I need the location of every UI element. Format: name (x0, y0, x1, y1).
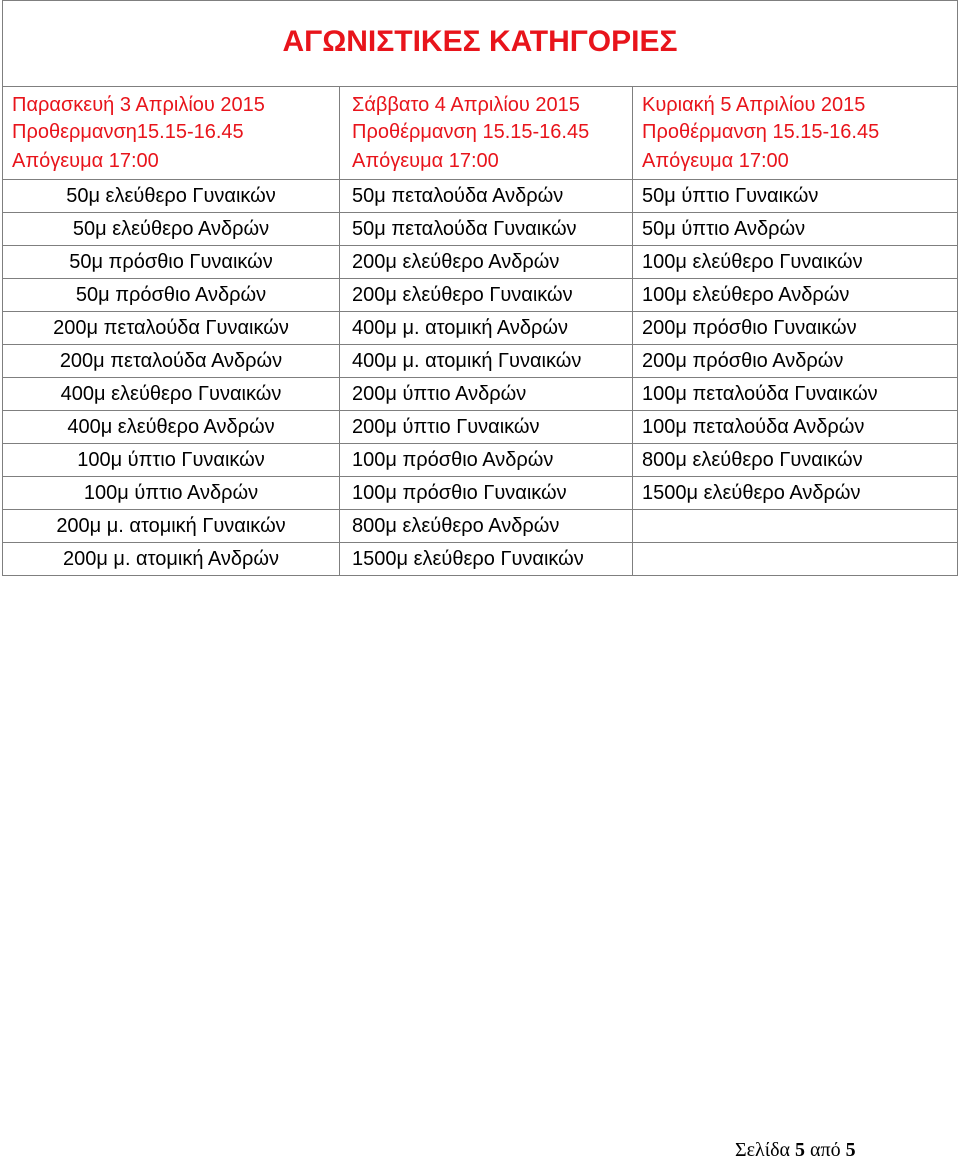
event-cell-sunday: 1500μ ελεύθερο Ανδρών (633, 477, 958, 510)
event-cell-sunday: 100μ ελεύθερο Ανδρών (633, 279, 958, 312)
event-cell-friday: 50μ ελεύθερο Ανδρών (3, 213, 340, 246)
table-row (3, 411, 958, 444)
warmup-label: Προθερμανση15.15-16.45 (12, 120, 244, 143)
event-cell-sunday: 200μ πρόσθιο Γυναικών (633, 312, 958, 345)
table-row (3, 213, 958, 246)
event-cell-sunday: 100μ ελεύθερο Γυναικών (633, 246, 958, 279)
day-header-saturday (340, 87, 633, 180)
day-label: Κυριακή 5 Απριλίου 2015 (642, 93, 866, 116)
event-cell-friday: 200μ μ. ατομική Γυναικών (3, 510, 340, 543)
of-word: από (810, 1139, 841, 1161)
start-label: Απόγευμα 17:00 (352, 149, 499, 172)
page-title: ΑΓΩΝΙΣΤΙΚΕΣ ΚΑΤΗΓΟΡΙΕΣ (282, 24, 678, 58)
event-cell-sunday: 800μ ελεύθερο Γυναικών (633, 444, 958, 477)
page-footer (735, 1138, 856, 1162)
title-row (3, 1, 958, 87)
page-current: 5 (795, 1139, 806, 1161)
event-cell-sunday (633, 510, 958, 543)
event-cell-saturday: 200μ ελεύθερο Ανδρών (340, 246, 633, 279)
day-header-row (3, 87, 958, 180)
table-row (3, 510, 958, 543)
start-label: Απόγευμα 17:00 (12, 149, 159, 172)
event-cell-sunday: 100μ πεταλούδα Γυναικών (633, 378, 958, 411)
event-cell-sunday: 50μ ύπτιο Ανδρών (633, 213, 958, 246)
day-header-sunday (633, 87, 958, 180)
event-cell-sunday: 50μ ύπτιο Γυναικών (633, 180, 958, 213)
event-cell-friday: 50μ πρόσθιο Γυναικών (3, 246, 340, 279)
event-cell-saturday: 200μ ύπτιο Ανδρών (340, 378, 633, 411)
event-cell-friday: 200μ μ. ατομική Ανδρών (3, 543, 340, 576)
event-cell-sunday: 100μ πεταλούδα Ανδρών (633, 411, 958, 444)
event-cell-friday: 200μ πεταλούδα Ανδρών (3, 345, 340, 378)
table-row (3, 543, 958, 576)
day-label: Σάββατο 4 Απριλίου 2015 (352, 93, 580, 116)
table-row (3, 477, 958, 510)
event-cell-friday: 400μ ελεύθερο Γυναικών (3, 378, 340, 411)
table-row (3, 378, 958, 411)
event-cell-saturday: 800μ ελεύθερο Ανδρών (340, 510, 633, 543)
event-cell-saturday: 100μ πρόσθιο Ανδρών (340, 444, 633, 477)
start-label: Απόγευμα 17:00 (642, 149, 789, 172)
schedule-table (2, 0, 958, 576)
schedule-sheet (2, 0, 957, 576)
page-total: 5 (845, 1139, 856, 1161)
event-cell-sunday (633, 543, 958, 576)
event-cell-friday: 200μ πεταλούδα Γυναικών (3, 312, 340, 345)
event-cell-saturday: 200μ ύπτιο Γυναικών (340, 411, 633, 444)
event-cell-friday: 100μ ύπτιο Γυναικών (3, 444, 340, 477)
event-cell-friday: 100μ ύπτιο Ανδρών (3, 477, 340, 510)
event-cell-sunday: 200μ πρόσθιο Ανδρών (633, 345, 958, 378)
table-row (3, 444, 958, 477)
day-header-friday (3, 87, 340, 180)
event-cell-saturday: 1500μ ελεύθερο Γυναικών (340, 543, 633, 576)
warmup-label: Προθέρμανση 15.15-16.45 (352, 120, 590, 143)
table-row (3, 345, 958, 378)
table-row (3, 312, 958, 345)
event-cell-friday: 50μ ελεύθερο Γυναικών (3, 180, 340, 213)
event-cell-saturday: 100μ πρόσθιο Γυναικών (340, 477, 633, 510)
table-row (3, 279, 958, 312)
event-cell-saturday: 400μ μ. ατομική Ανδρών (340, 312, 633, 345)
table-row (3, 180, 958, 213)
table-row (3, 246, 958, 279)
event-cell-saturday: 50μ πεταλούδα Γυναικών (340, 213, 633, 246)
day-label: Παρασκευή 3 Απριλίου 2015 (12, 93, 265, 116)
event-cell-saturday: 50μ πεταλούδα Ανδρών (340, 180, 633, 213)
warmup-label: Προθέρμανση 15.15-16.45 (642, 120, 880, 143)
event-cell-friday: 50μ πρόσθιο Ανδρών (3, 279, 340, 312)
event-cell-friday: 400μ ελεύθερο Ανδρών (3, 411, 340, 444)
title-cell (3, 1, 958, 87)
page-word: Σελίδα (735, 1139, 791, 1161)
event-cell-saturday: 200μ ελεύθερο Γυναικών (340, 279, 633, 312)
event-cell-saturday: 400μ μ. ατομική Γυναικών (340, 345, 633, 378)
